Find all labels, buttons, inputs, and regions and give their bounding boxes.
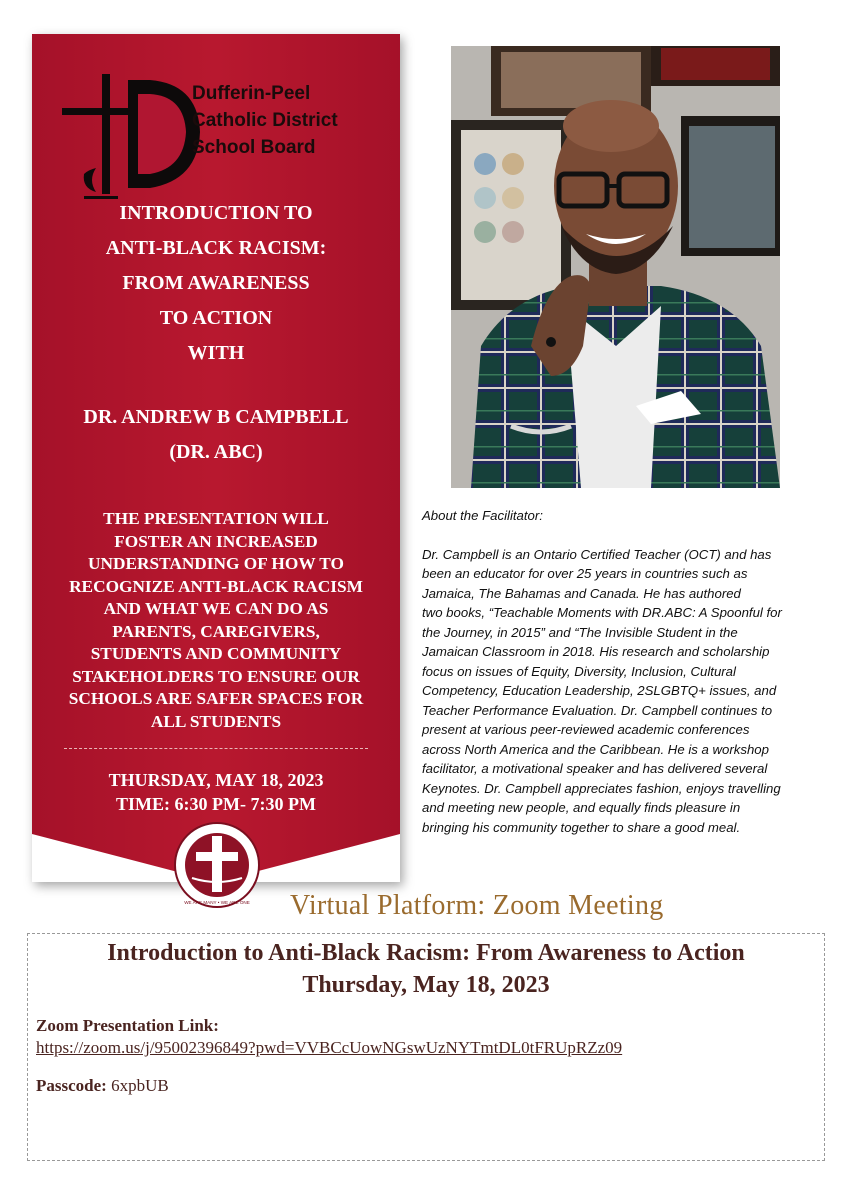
title-line-5: WITH bbox=[187, 342, 245, 364]
speaker-nickname: (DR. ABC) bbox=[169, 441, 263, 463]
desc-line: RECOGNIZE ANTI-BLACK RACISM bbox=[69, 576, 363, 596]
about-line: Jamaica, The Bahamas and Canada. He has authored bbox=[422, 585, 741, 601]
about-line: across North America and the Caribbean. He is a workshop bbox=[422, 741, 769, 757]
virtual-platform-heading: Virtual Platform: Zoom Meeting bbox=[290, 890, 664, 921]
title-line-1: INTRODUCTION TO bbox=[119, 202, 313, 224]
about-line: Keynotes. Dr. Campbell appreciates fashion, enjoys travelling bbox=[422, 780, 781, 796]
event-banner bbox=[32, 34, 400, 905]
speaker-full-name: DR. ANDREW B CAMPBELL bbox=[83, 406, 349, 428]
passcode-value: 6xpbUB bbox=[111, 1076, 169, 1095]
logo-line-1: Dufferin-Peel bbox=[192, 83, 311, 104]
title-line-2: ANTI-BLACK RACISM: bbox=[105, 237, 327, 259]
about-line: been an educator for over 25 years in countries such as bbox=[422, 566, 748, 581]
desc-line: PARENTS, CAREGIVERS, bbox=[112, 621, 320, 641]
event-date-time bbox=[32, 768, 400, 816]
dashed-divider bbox=[64, 748, 368, 749]
school-board-name bbox=[192, 80, 402, 161]
desc-line: STAKEHOLDERS TO ENSURE OUR bbox=[72, 666, 360, 686]
event-time: TIME: 6:30 PM- 7:30 PM bbox=[116, 794, 316, 814]
logo-line-3: School Board bbox=[192, 137, 316, 158]
zoom-session-date: Thursday, May 18, 2023 bbox=[302, 972, 550, 998]
about-line: two books, “Teachable Moments with DR.ABC: A Spoonful for bbox=[422, 605, 782, 620]
zoom-link-label: Zoom Presentation Link: bbox=[36, 1016, 219, 1035]
desc-line: ALL STUDENTS bbox=[150, 711, 282, 731]
passcode-label: Passcode: bbox=[36, 1076, 107, 1095]
about-heading: About the Facilitator: bbox=[422, 508, 543, 523]
zoom-session-title: Introduction to Anti-Black Racism: From Awareness to Action bbox=[107, 940, 745, 966]
speaker-name bbox=[32, 400, 400, 470]
desc-line: AND WHAT WE CAN DO AS bbox=[103, 599, 329, 618]
about-line: bringing his community together to share a good meal. bbox=[422, 819, 741, 835]
title-line-3: FROM AWARENESS bbox=[122, 272, 310, 294]
emblem-caption: WE ARE MANY • WE ARE ONE bbox=[184, 900, 250, 905]
desc-line: STUDENTS AND COMMUNITY bbox=[90, 644, 342, 663]
about-line: and meeting new people, and equally finds pleasure in bbox=[422, 800, 741, 815]
presentation-description bbox=[46, 508, 386, 733]
about-line: present at various peer-reviewed academic conferences bbox=[422, 722, 750, 737]
zoom-details-box bbox=[27, 933, 825, 1161]
about-line: Jamaican Classroom in 2018. His research and scholarship bbox=[422, 644, 770, 659]
desc-line: UNDERSTANDING OF HOW TO bbox=[88, 554, 344, 573]
about-line: Teacher Performance Evaluation. Dr. Campbell continues to bbox=[422, 702, 773, 718]
portrait-illustration bbox=[451, 46, 780, 488]
about-line: focus on issues of Equity, Diversity, Inclusion, Cultural bbox=[422, 663, 736, 679]
event-title bbox=[32, 196, 400, 371]
desc-line: FOSTER AN INCREASED bbox=[114, 531, 318, 551]
catholic-council-cross-emblem-icon bbox=[172, 820, 262, 910]
desc-line: THE PRESENTATION WILL bbox=[103, 509, 329, 528]
event-date: THURSDAY, MAY 18, 2023 bbox=[108, 770, 324, 790]
facilitator-portrait-photo bbox=[451, 46, 780, 488]
about-line: Dr. Campbell is an Ontario Certified Teacher (OCT) and has bbox=[422, 546, 772, 562]
cross-and-flame-logo-icon bbox=[58, 70, 208, 210]
logo-line-2: Catholic District bbox=[192, 110, 338, 131]
about-line: Competency, Education Leadership, 2SLGBTQ+ issues, and bbox=[422, 683, 777, 698]
title-line-4: TO ACTION bbox=[159, 307, 273, 329]
about-facilitator bbox=[422, 506, 822, 837]
zoom-presentation-link[interactable]: https://zoom.us/j/95002396849?pwd=VVBCcUowNGswUzNYTmtDL0tFRUpRZz09 bbox=[36, 1038, 623, 1057]
about-line: facilitator, a motivational speaker and has delivered several bbox=[422, 761, 768, 776]
about-line: the Journey, in 2015” and “The Invisible Student in the bbox=[422, 624, 738, 640]
desc-line: SCHOOLS ARE SAFER SPACES FOR bbox=[68, 689, 364, 708]
zoom-passcode bbox=[36, 1076, 169, 1096]
